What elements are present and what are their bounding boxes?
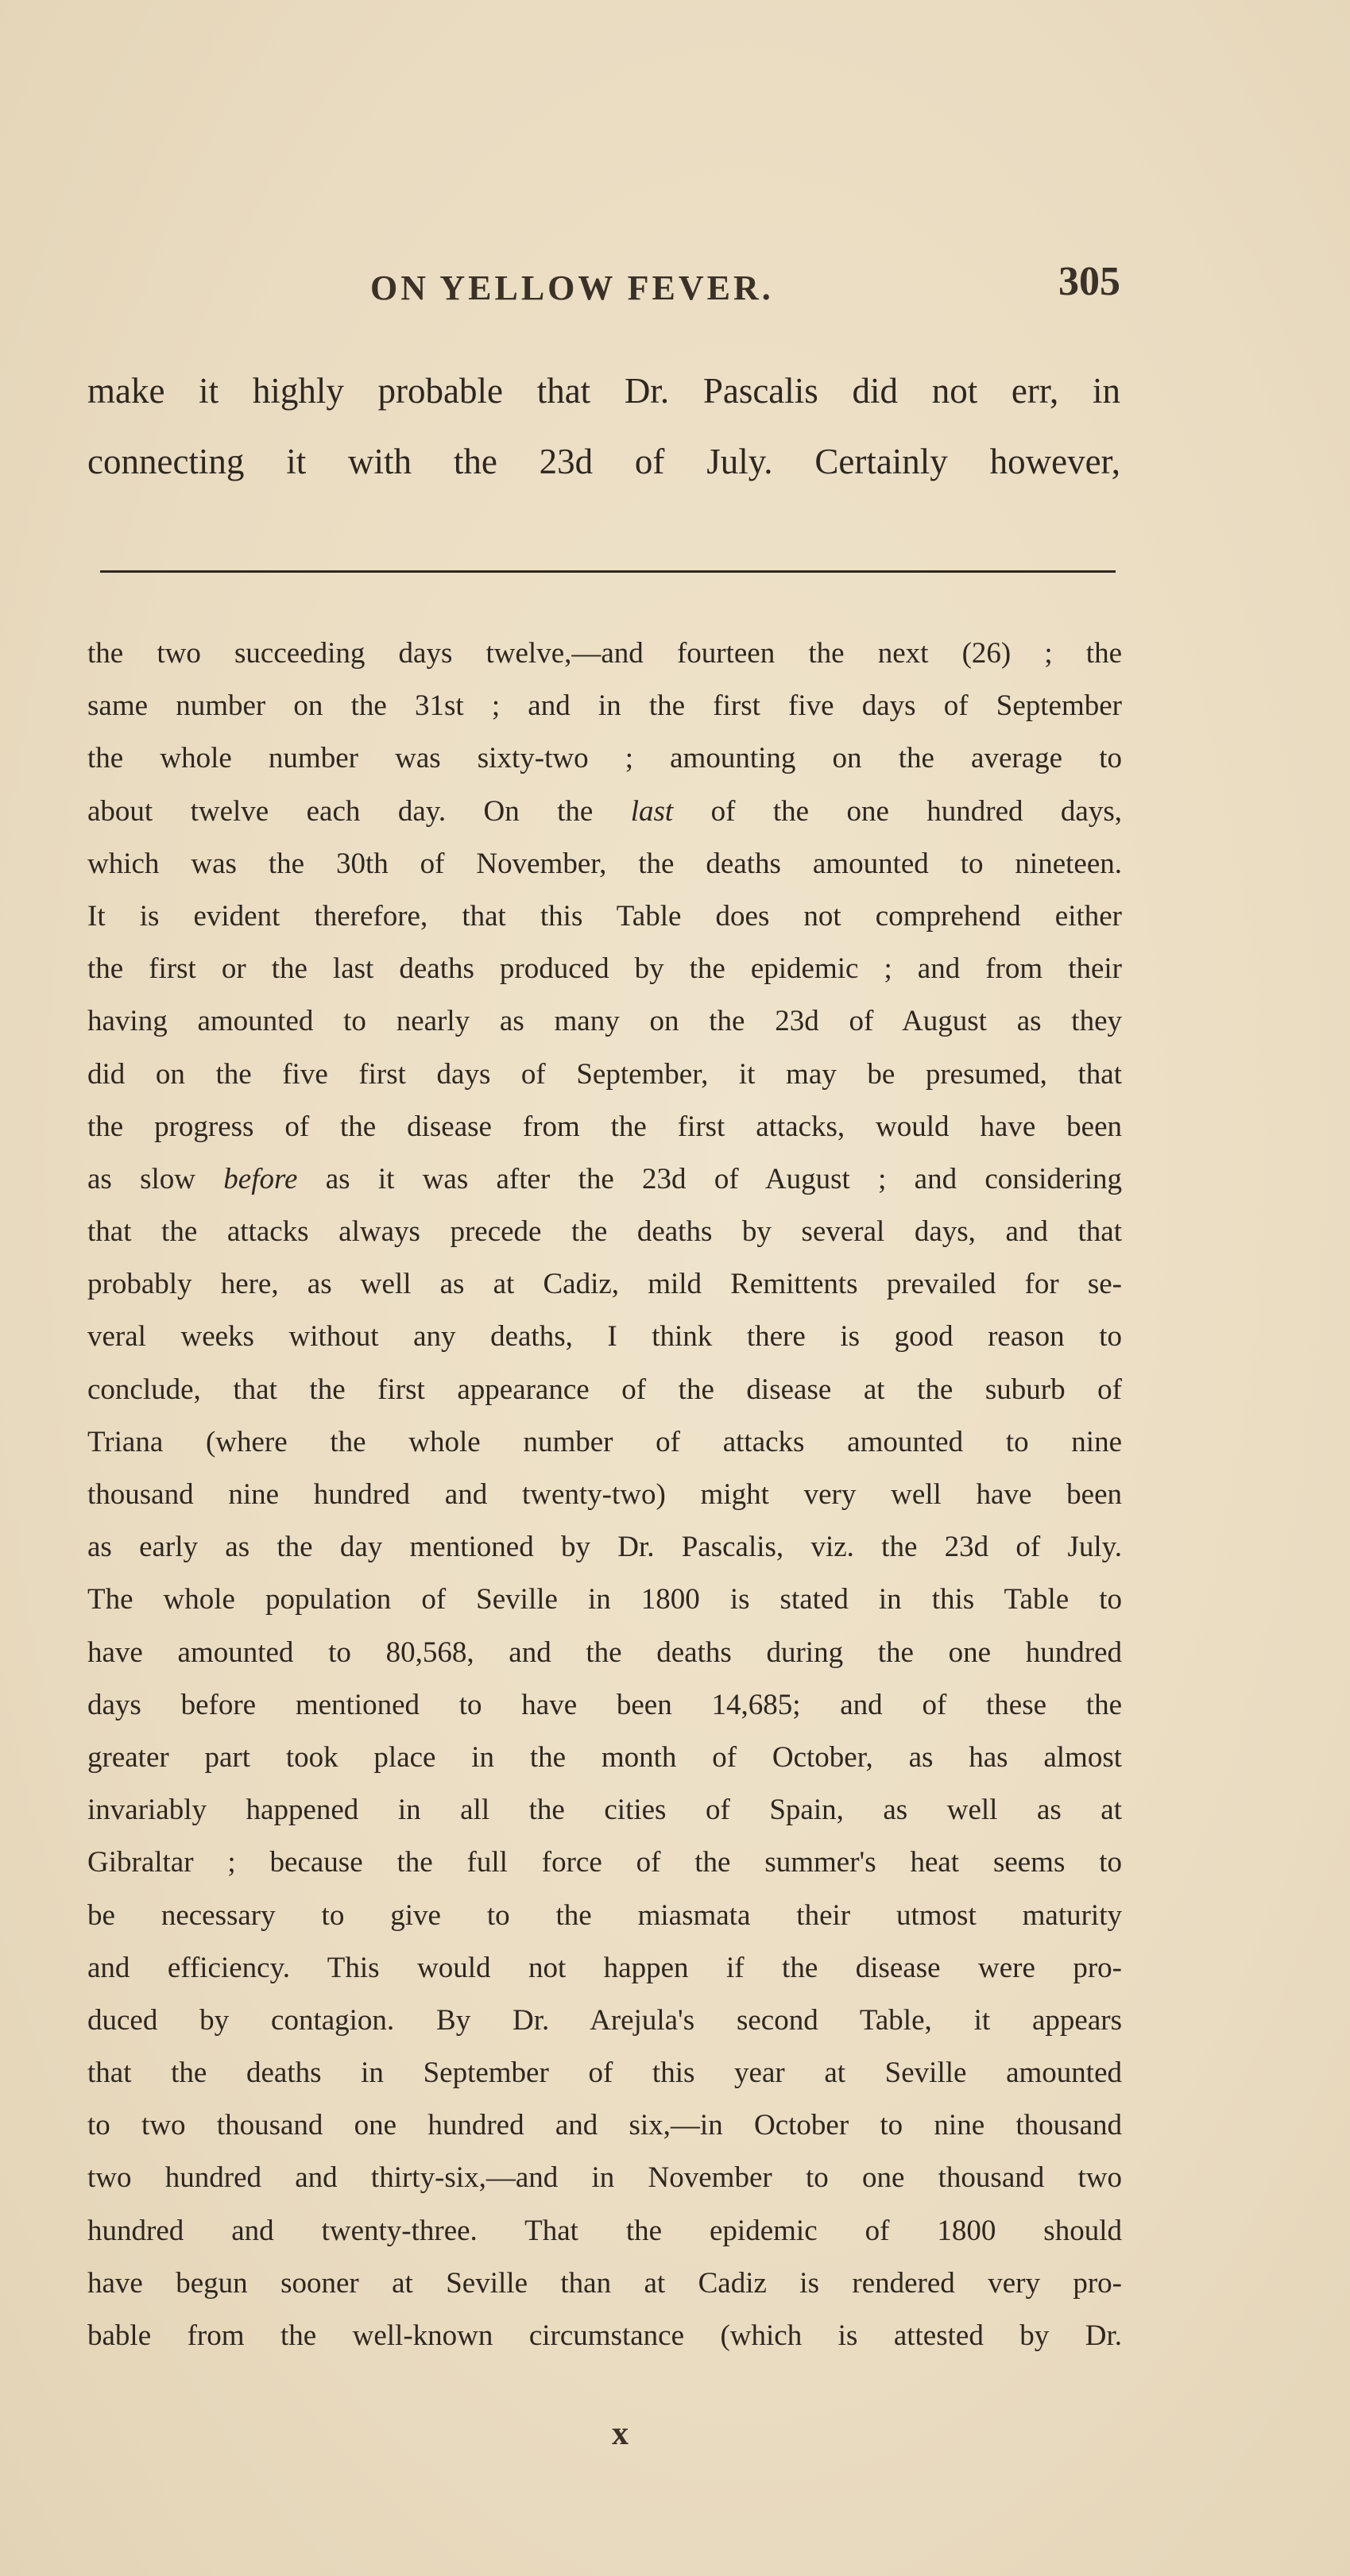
- footnote-line: be necessary to give to the miasmata their utmost maturity: [87, 1898, 1122, 1932]
- footnote-line: the progress of the disease from the first attacks, would have been: [87, 1110, 1122, 1143]
- footnote-line: the first or the last deaths produced by the epidemic ; and from their: [87, 952, 1122, 986]
- page-header: [87, 258, 1120, 314]
- footnote-line: duced by contagion. By Dr. Arejula's second Table, it appears: [87, 2003, 1122, 2037]
- footnote-line: Gibraltar ; because the full force of the summer's heat seems to: [87, 1846, 1122, 1879]
- footnote-line: It is evident therefore, that this Table does not comprehend either: [87, 899, 1122, 933]
- footnote-line: which was the 30th of November, the deaths amounted to nineteen.: [87, 847, 1122, 880]
- footnote-line: conclude, that the first appearance of the disease at the suburb of: [87, 1373, 1122, 1406]
- footnote-line: the whole number was sixty-two ; amounting on the average to: [87, 742, 1122, 775]
- running-title: ON YELLOW FEVER.: [370, 268, 774, 307]
- footnote-divider: [100, 570, 1116, 573]
- footnote-line: greater part took place in the month of October, as has almost: [87, 1740, 1122, 1774]
- main-text-line: connecting it with the 23d of July. Certainly however,: [87, 442, 1120, 481]
- page-number: 305: [1058, 259, 1120, 304]
- footnote-line: days before mentioned to have been 14,685; and of these the: [87, 1688, 1122, 1721]
- footnote-line: about twelve each day. On the last of the one hundred days,: [87, 794, 1122, 828]
- footnote-line: have amounted to 80,568, and the deaths during the one hundred: [87, 1636, 1122, 1669]
- footnote-line: did on the five first days of September, it may be presumed, that: [87, 1057, 1122, 1091]
- footnote: [87, 628, 1122, 2362]
- signature-mark: x: [612, 2416, 629, 2452]
- footnote-line: invariably happened in all the cities of Spain, as well as at: [87, 1794, 1122, 1827]
- footnote-line: to two thousand one hundred and six,—in October to nine thousand: [87, 2109, 1122, 2142]
- footnote-line: have begun sooner at Seville than at Cadiz is rendered very pro-: [87, 2266, 1122, 2300]
- footnote-line: the two succeeding days twelve,—and fourteen the next (26) ; the: [87, 637, 1122, 670]
- main-text: [87, 356, 1120, 497]
- footnote-line: thousand nine hundred and twenty-two) might very well have been: [87, 1478, 1122, 1511]
- footnote-line: that the deaths in September of this year at Seville amounted: [87, 2057, 1122, 2090]
- footnote-line: Triana (where the whole number of attacks amounted to nine: [87, 1425, 1122, 1458]
- footnote-line: probably here, as well as at Cadiz, mild Remittents prevailed for se-: [87, 1268, 1122, 1301]
- footnote-line: The whole population of Seville in 1800 is stated in this Table to: [87, 1583, 1122, 1616]
- footnote-line: two hundred and thirty-six,—and in November to one thousand two: [87, 2161, 1122, 2195]
- footnote-line: as early as the day mentioned by Dr. Pascalis, viz. the 23d of July.: [87, 1531, 1122, 1564]
- footnote-line: bable from the well-known circumstance (which is attested by Dr.: [87, 2319, 1122, 2352]
- footnote-line: as slow before as it was after the 23d of August ; and considering: [87, 1162, 1122, 1195]
- main-text-line: make it highly probable that Dr. Pascalis did not err, in: [87, 371, 1120, 411]
- footnote-line: same number on the 31st ; and in the first five days of September: [87, 689, 1122, 723]
- footnote-line: hundred and twenty-three. That the epidemic of 1800 should: [87, 2214, 1122, 2247]
- footnote-line: that the attacks always precede the deaths by several days, and that: [87, 1215, 1122, 1249]
- footnote-line: having amounted to nearly as many on the 23d of August as they: [87, 1005, 1122, 1038]
- footnote-line: veral weeks without any deaths, I think there is good reason to: [87, 1320, 1122, 1354]
- footnote-line: and efficiency. This would not happen if the disease were pro-: [87, 1951, 1122, 1984]
